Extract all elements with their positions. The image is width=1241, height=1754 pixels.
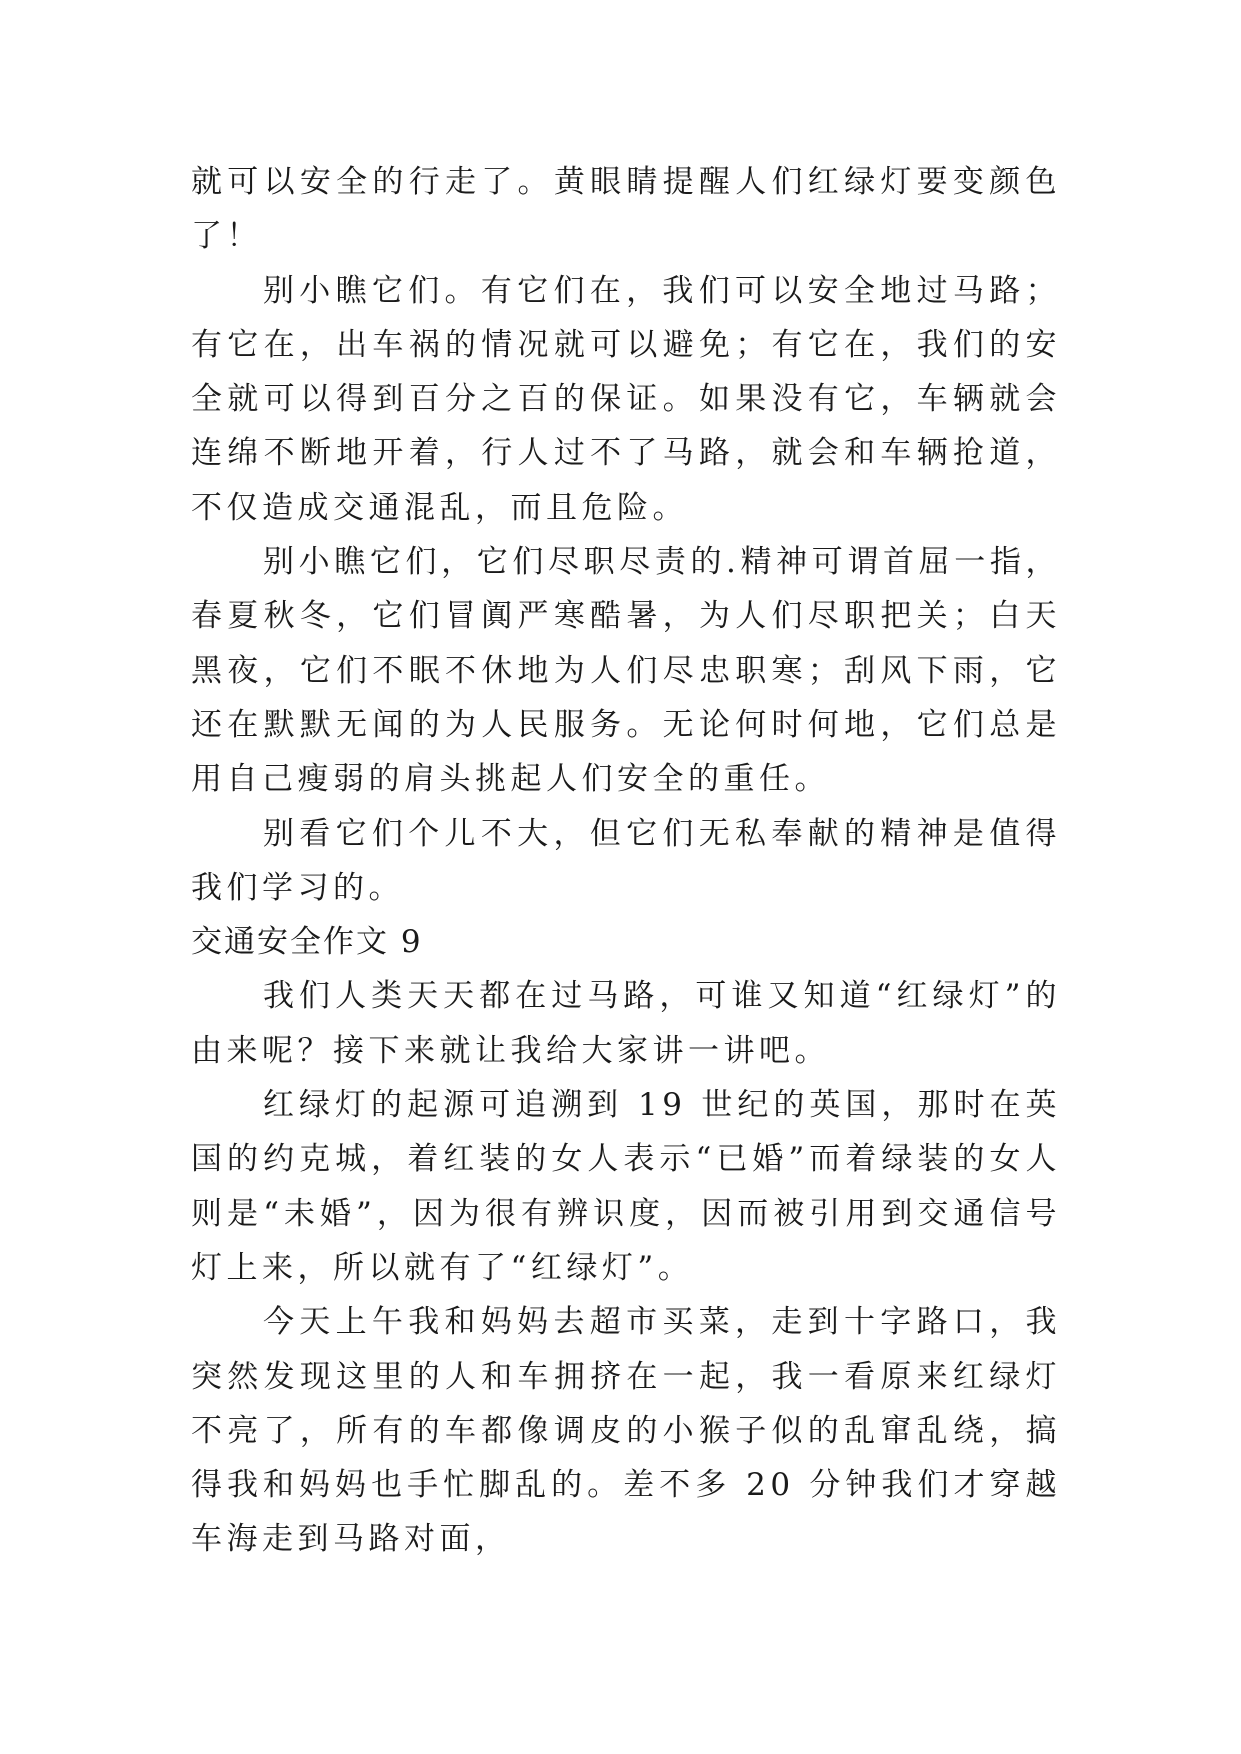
paragraph-origin: 红绿灯的起源可追溯到 19 世纪的英国，那时在英国的约克城，着红装的女人表示“已婚”而着绿装的女人则是“未婚”，因为很有辨识度，因而被引用到交通信号灯上来，所以就有了“红绿灯”。 (191, 1087, 1061, 1286)
essay-title: 交通安全作文 9 (191, 924, 423, 961)
paragraph-traffic-light-dedication: 别小瞧它们，它们尽职尽责的.精神可谓首屈一指，春夏秋冬，它们冒阗严寒酷暑，为人们尽职把关；白天黑夜，它们不眠不休地为人们尽忠职寒；刮风下雨，它还在默默无闻的为人民服务。无论何时何地，它们总是用自己瘦弱的肩头挑起人们安全的重任。 (191, 544, 1061, 798)
paragraph-story: 今天上午我和妈妈去超市买菜，走到十字路口，我突然发现这里的人和车拥挤在一起，我一看原来红绿灯不亮了，所有的车都像调皮的小猴子似的乱窜乱绕，搞得我和妈妈也手忙脚乱的。差不多 20 分钟我们才穿越车海走到马路对面， (191, 1304, 1061, 1558)
paragraph-selfless-spirit: 别看它们个儿不大，但它们无私奉献的精神是值得我们学习的。 (191, 815, 1061, 906)
paragraph-traffic-light-importance: 别小瞧它们。有它们在，我们可以安全地过马路；有它在，出车祸的情况就可以避免；有它在，我们的安全就可以得到百分之百的保证。如果没有它，车辆就会连绵不断地开着，行人过不了马路，就会和车辆抢道，不仅造成交通混乱，而且危险。 (191, 272, 1061, 526)
continuation-paragraph: 就可以安全的行走了。黄眼睛提醒人们红绿灯要变颜色了！ (191, 164, 1061, 255)
paragraph-intro: 我们人类天天都在过马路，可谁又知道“红绿灯”的由来呢？接下来就让我给大家讲一讲吧。 (191, 978, 1061, 1069)
document-body (191, 155, 1061, 1567)
